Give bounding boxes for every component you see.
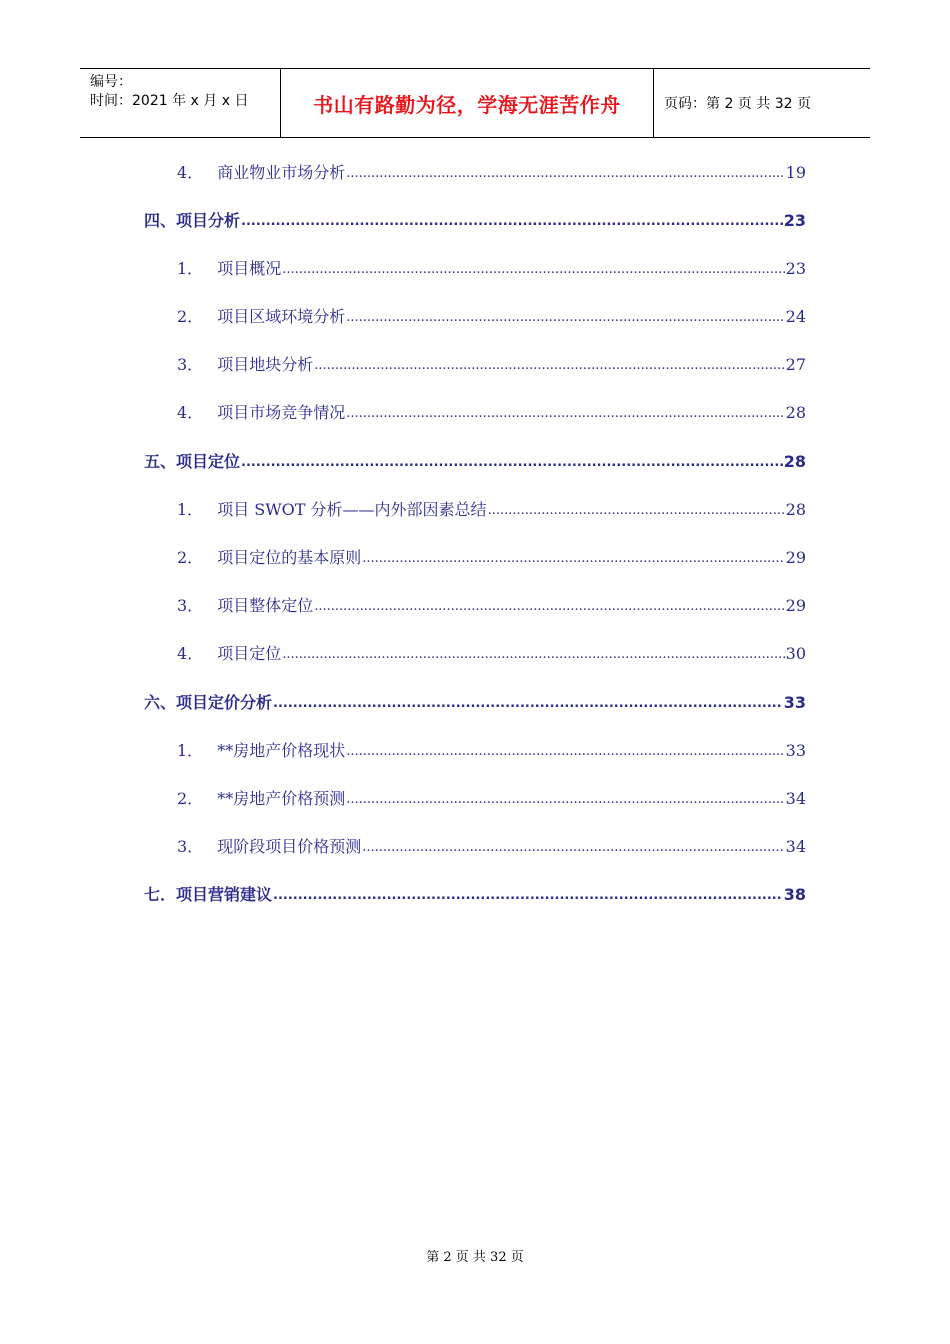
toc-chapter-entry[interactable] xyxy=(144,690,806,712)
header-motto-cell xyxy=(281,69,654,137)
toc-entry-page: 34 xyxy=(785,837,806,856)
toc-entry-title: 项目地块分析 xyxy=(217,355,314,374)
toc-entry-page: 30 xyxy=(785,644,806,663)
toc-entry[interactable] xyxy=(177,738,806,760)
toc-leader-dots xyxy=(488,499,785,518)
toc-leader-dots xyxy=(282,643,784,662)
toc-entry[interactable] xyxy=(177,352,806,374)
header-motto: 书山有路勤为径，学海无涯苦作舟 xyxy=(313,92,621,117)
toc-entry[interactable] xyxy=(177,593,806,615)
toc-leader-dots xyxy=(346,162,784,181)
toc-entry[interactable] xyxy=(177,786,806,808)
toc-entry-title: 六、项目定价分析 xyxy=(144,693,273,712)
toc-entry-page: 19 xyxy=(785,163,806,182)
toc-entry-title: 七．项目营销建议 xyxy=(144,885,273,904)
toc-entry-title: **房地产价格现状 xyxy=(217,741,346,760)
toc-entry-page: 34 xyxy=(785,789,806,808)
toc-entry[interactable] xyxy=(177,545,806,567)
toc-leader-dots xyxy=(282,258,784,277)
toc-leader-dots xyxy=(273,692,783,711)
toc-leader-dots xyxy=(241,210,783,229)
toc-entry[interactable] xyxy=(177,160,806,182)
header-left-cell xyxy=(80,69,281,137)
toc-chapter-entry[interactable] xyxy=(144,449,806,471)
toc-entry[interactable] xyxy=(177,834,806,856)
toc-entry-title: 五、项目定位 xyxy=(144,452,241,471)
toc-entry-number: 1． xyxy=(177,259,204,278)
toc-entry-number: 2． xyxy=(177,789,204,808)
toc-entry-title: 项目概况 xyxy=(217,259,282,278)
toc-leader-dots xyxy=(346,402,784,421)
toc-entry-number: 4． xyxy=(177,163,204,182)
header-right-cell xyxy=(654,69,870,137)
toc-leader-dots xyxy=(314,354,784,373)
toc-entry[interactable] xyxy=(177,497,806,519)
toc-entry-page: 28 xyxy=(785,403,806,422)
toc-entry-title: 现阶段项目价格预测 xyxy=(217,837,362,856)
toc-leader-dots xyxy=(346,740,784,759)
toc-entry[interactable] xyxy=(177,256,806,278)
toc-chapter-entry[interactable] xyxy=(144,882,806,904)
toc-entry-title: 商业物业市场分析 xyxy=(217,163,346,182)
toc-entry-title: 项目定位 xyxy=(217,644,282,663)
toc-leader-dots xyxy=(314,595,784,614)
toc-entry-page: 33 xyxy=(783,693,806,712)
toc-entry-title: 项目定位的基本原则 xyxy=(217,548,362,567)
toc-entry-number: 4． xyxy=(177,403,204,422)
toc-entry[interactable] xyxy=(177,304,806,326)
toc-entry-title: **房地产价格预测 xyxy=(217,789,346,808)
toc-entry-number: 3． xyxy=(177,355,204,374)
toc-entry-page: 28 xyxy=(783,452,806,471)
toc-entry-title: 项目 SWOT 分析——内外部因素总结 xyxy=(217,500,487,519)
toc-entry-number: 1． xyxy=(177,741,204,760)
toc-leader-dots xyxy=(241,451,783,470)
page-footer: 第 2 页 共 32 页 xyxy=(426,1250,524,1265)
toc-entry-title: 四、项目分析 xyxy=(144,211,241,230)
toc-entry-page: 33 xyxy=(785,741,806,760)
toc-entry-title: 项目区域环境分析 xyxy=(217,307,346,326)
toc-leader-dots xyxy=(362,836,784,855)
toc-entry-number: 4． xyxy=(177,644,204,663)
toc-entry-page: 24 xyxy=(785,307,806,326)
toc-entry-number: 3． xyxy=(177,837,204,856)
toc-entry-number: 2． xyxy=(177,548,204,567)
toc-entry-page: 29 xyxy=(785,548,806,567)
toc-entry[interactable] xyxy=(177,641,806,663)
toc-entry-title: 项目整体定位 xyxy=(217,596,314,615)
toc-entry-number: 3． xyxy=(177,596,204,615)
toc-entry[interactable] xyxy=(177,400,806,422)
toc-entry-page: 27 xyxy=(785,355,806,374)
toc-entry-number: 2． xyxy=(177,307,204,326)
toc-leader-dots xyxy=(362,547,784,566)
toc-entry-page: 23 xyxy=(783,211,806,230)
toc-chapter-entry[interactable] xyxy=(144,208,806,230)
toc-entry-number: 1． xyxy=(177,500,204,519)
toc-leader-dots xyxy=(346,788,784,807)
toc-entry-page: 28 xyxy=(785,500,806,519)
toc-entry-page: 23 xyxy=(785,259,806,278)
toc-leader-dots xyxy=(346,306,784,325)
header-page-info: 页码：第 2 页 共 32 页 xyxy=(664,96,811,112)
page-header xyxy=(80,68,870,138)
toc-entry-title: 项目市场竞争情况 xyxy=(217,403,346,422)
toc-leader-dots xyxy=(273,884,783,903)
toc-entry-page: 29 xyxy=(785,596,806,615)
document-number-label: 编号： xyxy=(90,74,132,90)
toc-entry-page: 38 xyxy=(783,885,806,904)
document-time-label: 时间：2021 年 x 月 x 日 xyxy=(90,93,249,109)
